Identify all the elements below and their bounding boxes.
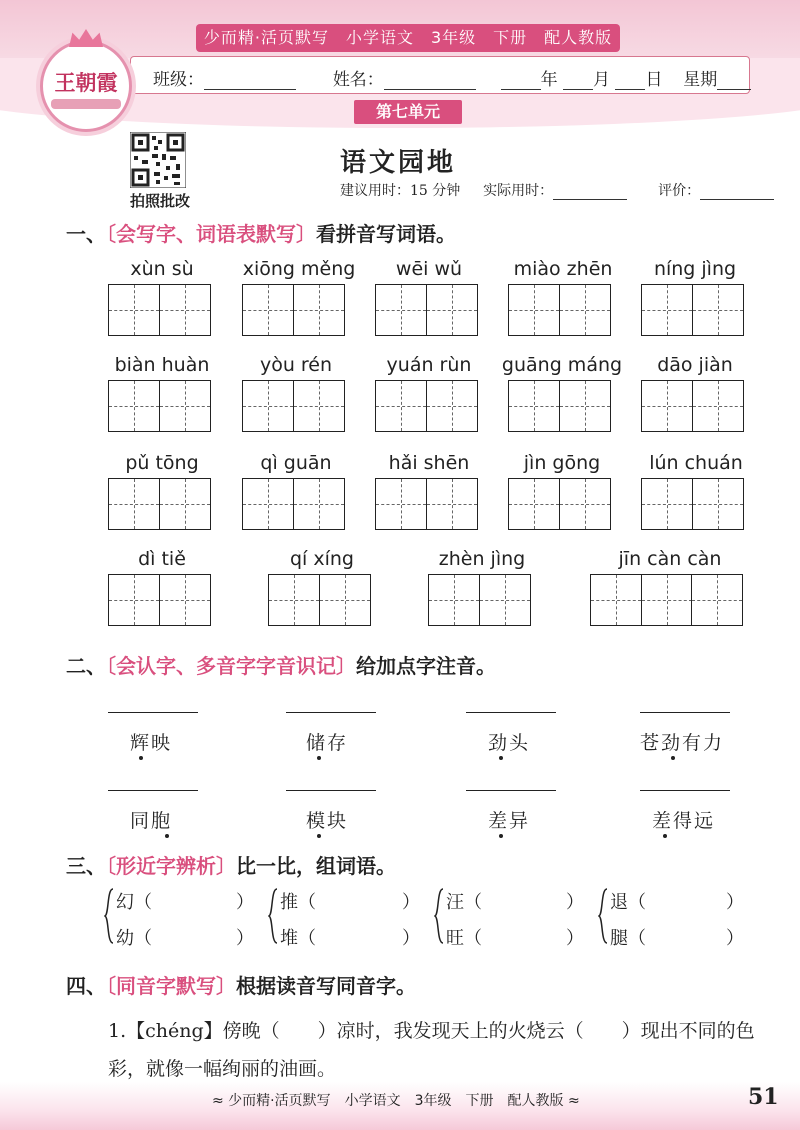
- writing-grid[interactable]: [375, 380, 478, 432]
- actual-time-input[interactable]: [553, 183, 627, 200]
- qr-caption: 拍照批改: [129, 192, 190, 210]
- question-1-text: 1.【chéng】傍晚（ ）凉时，我发现天上的火烧云（ ）现出不同的色彩，就像一幅绚丽的油画。: [108, 1020, 755, 1080]
- pinyin-label: biàn huàn: [114, 354, 210, 376]
- student-info-box: [130, 56, 750, 94]
- writing-grid[interactable]: [375, 284, 478, 336]
- pinyin-label: zhèn jìng: [438, 548, 526, 570]
- compare-item: 幼（: [116, 928, 152, 949]
- pinyin-label: qì guān: [260, 452, 332, 474]
- writing-grid[interactable]: [108, 574, 211, 626]
- rating-input[interactable]: [700, 183, 774, 200]
- name-label: 姓名：: [332, 70, 384, 90]
- brace-icon: [268, 888, 278, 944]
- student-info-row: [153, 65, 751, 90]
- writing-grid[interactable]: [428, 574, 531, 626]
- paren-close: ）: [402, 928, 420, 949]
- writing-grid[interactable]: [508, 380, 611, 432]
- pinyin-label: miào zhēn: [513, 258, 613, 280]
- writing-grid[interactable]: [108, 380, 211, 432]
- answer-line[interactable]: [640, 790, 730, 791]
- word-item: 差异: [488, 810, 531, 832]
- word-item: 辉映: [130, 732, 173, 754]
- writing-grid[interactable]: [590, 574, 743, 626]
- word-item: 模块: [306, 810, 349, 832]
- section4-instruction: 根据读音写同音字。: [236, 974, 416, 998]
- brace-icon: [104, 888, 114, 944]
- word-item: 苍劲有力: [640, 732, 725, 754]
- writing-grid[interactable]: [641, 380, 744, 432]
- timing-meta: [340, 180, 774, 200]
- paren-close: ）: [236, 928, 254, 949]
- pinyin-label: dāo jiàn: [657, 354, 733, 376]
- pinyin-label: guāng máng: [501, 354, 623, 376]
- pinyin-label: níng jìng: [653, 258, 737, 280]
- section2-heading: [66, 650, 496, 679]
- footer-text: ≈ 少而精·活页默写 小学语文 3年级 下册 配人教版 ≈: [212, 1093, 580, 1109]
- logo-ribbon: [51, 99, 121, 109]
- month-label: 月: [593, 70, 611, 90]
- pinyin-label: xiōng měng: [242, 258, 356, 280]
- day-label: 日: [645, 70, 663, 90]
- year-input[interactable]: [501, 73, 541, 90]
- pinyin-label: yòu rén: [259, 354, 333, 376]
- page-title: 语文园地: [340, 148, 457, 178]
- paren-close: ）: [566, 892, 584, 913]
- writing-grid[interactable]: [242, 380, 345, 432]
- section3-tag: 〔形近字辨析〕: [106, 854, 236, 878]
- emphasis-dot: [499, 834, 503, 838]
- answer-line[interactable]: [286, 790, 376, 791]
- paren-close: ）: [566, 928, 584, 949]
- qr-code-icon[interactable]: [130, 132, 186, 188]
- writing-grid[interactable]: [268, 574, 371, 626]
- page-number: 51: [748, 1084, 779, 1110]
- section4-tag: 〔同音字默写〕: [106, 974, 236, 998]
- section3-heading: [66, 850, 396, 879]
- emphasis-dot: [165, 834, 169, 838]
- pinyin-label: xùn sù: [130, 258, 194, 280]
- pinyin-label: jīn càn càn: [618, 548, 722, 570]
- compare-item: 腿（: [610, 928, 646, 949]
- section1-heading: [66, 218, 456, 247]
- day-input[interactable]: [615, 73, 645, 90]
- answer-line[interactable]: [108, 790, 198, 791]
- word-item: 同胞: [130, 810, 173, 832]
- brace-icon: [434, 888, 444, 944]
- writing-grid[interactable]: [508, 284, 611, 336]
- pinyin-label: dì tiě: [138, 548, 186, 570]
- section1-instruction: 看拼音写词语。: [316, 222, 456, 246]
- emphasis-dot: [663, 834, 667, 838]
- pinyin-label: hǎi shēn: [388, 452, 470, 474]
- month-input[interactable]: [563, 73, 593, 90]
- word-item: 差得远: [652, 810, 716, 832]
- brace-icon: [598, 888, 608, 944]
- section2-tag: 〔会认字、多音字字音识记〕: [106, 654, 356, 678]
- section4-heading: [66, 970, 416, 999]
- word-item: 储存: [306, 732, 349, 754]
- suggested-time: 建议用时：15 分钟: [340, 183, 461, 199]
- logo-text: 王朝霞: [54, 70, 118, 95]
- weekday-label: 星期: [683, 70, 718, 90]
- section4-number: 四、: [66, 974, 106, 998]
- actual-time-label: 实际用时：: [483, 183, 554, 199]
- section2-number: 二、: [66, 654, 106, 678]
- emphasis-dot: [317, 834, 321, 838]
- compare-item: 旺（: [446, 928, 482, 949]
- pinyin-label: qí xíng: [289, 548, 354, 570]
- writing-grid[interactable]: [108, 284, 211, 336]
- writing-grid[interactable]: [242, 284, 345, 336]
- pinyin-label: jìn gōng: [523, 452, 601, 474]
- answer-line[interactable]: [108, 712, 198, 713]
- emphasis-dot: [139, 756, 143, 760]
- paren-close: ）: [726, 892, 744, 913]
- writing-grid[interactable]: [641, 478, 744, 530]
- pinyin-label: yuán rùn: [386, 354, 472, 376]
- compare-item: 推（: [280, 892, 316, 913]
- section3-instruction: 比一比，组词语。: [236, 854, 396, 878]
- series-title: 少而精·活页默写 小学语文 3年级 下册 配人教版: [196, 24, 620, 52]
- emphasis-dot: [499, 756, 503, 760]
- section1-number: 一、: [66, 222, 106, 246]
- paren-close: ）: [402, 892, 420, 913]
- writing-grid[interactable]: [508, 478, 611, 530]
- unit-label: 第七单元: [354, 100, 462, 124]
- writing-grid[interactable]: [108, 478, 211, 530]
- weekday-input[interactable]: [717, 73, 751, 90]
- paren-close: ）: [726, 928, 744, 949]
- brand-logo: [40, 40, 132, 132]
- compare-item: 堆（: [280, 928, 316, 949]
- section1-tag: 〔会写字、词语表默写〕: [106, 222, 316, 246]
- answer-line[interactable]: [466, 790, 556, 791]
- year-label: 年: [540, 70, 558, 90]
- compare-item: 幻（: [116, 892, 152, 913]
- word-item: 劲头: [488, 732, 531, 754]
- paren-close: ）: [236, 892, 254, 913]
- pinyin-label: wēi wǔ: [395, 258, 463, 280]
- name-input[interactable]: [384, 73, 476, 90]
- pinyin-label: pǔ tōng: [125, 452, 199, 474]
- class-input[interactable]: [204, 73, 296, 90]
- writing-grid[interactable]: [375, 478, 478, 530]
- compare-item: 退（: [610, 892, 646, 913]
- rating-label: 评价：: [658, 183, 701, 199]
- answer-line[interactable]: [640, 712, 730, 713]
- pinyin-label: lún chuán: [649, 452, 743, 474]
- section2-instruction: 给加点字注音。: [356, 654, 496, 678]
- writing-grid[interactable]: [641, 284, 744, 336]
- class-label: 班级：: [153, 70, 204, 90]
- writing-grid[interactable]: [242, 478, 345, 530]
- emphasis-dot: [671, 756, 675, 760]
- answer-line[interactable]: [466, 712, 556, 713]
- compare-item: 汪（: [446, 892, 482, 913]
- section3-number: 三、: [66, 854, 106, 878]
- emphasis-dot: [317, 756, 321, 760]
- answer-line[interactable]: [286, 712, 376, 713]
